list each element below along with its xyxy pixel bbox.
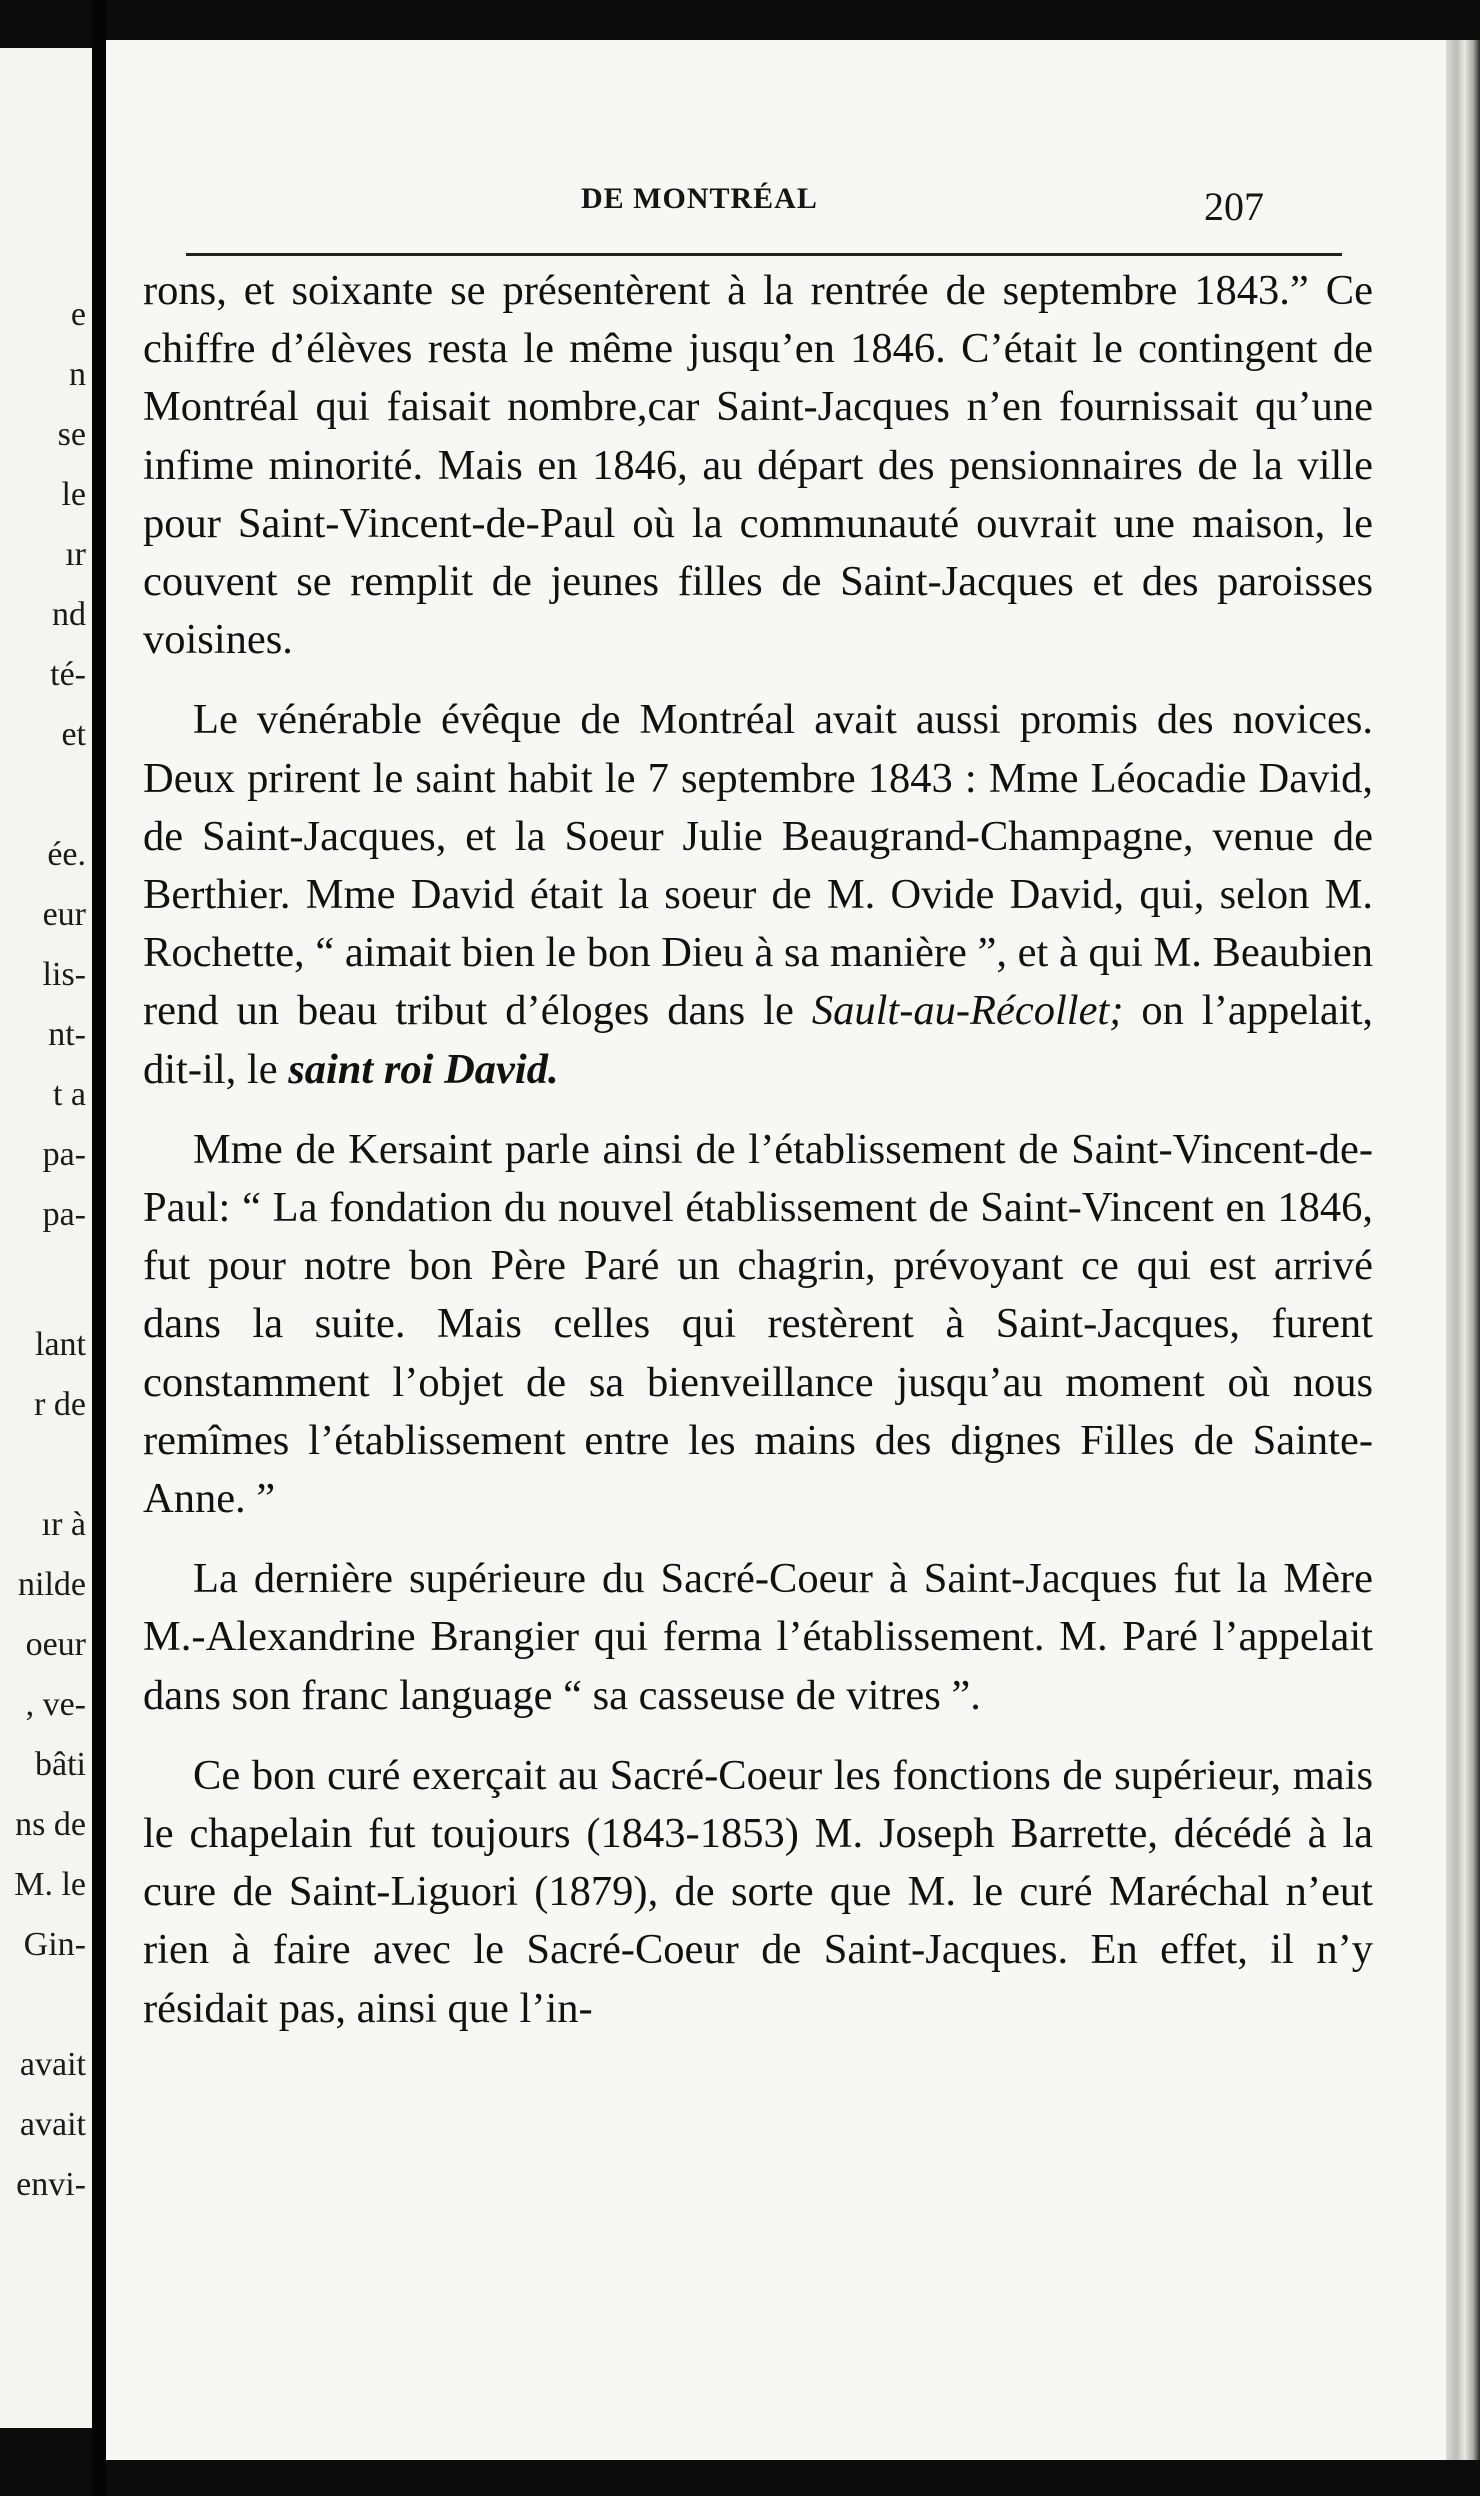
paragraph-text: on l’appelait, dit-il, le bbox=[143, 987, 1373, 1093]
margin-fragment: , ve- bbox=[25, 1686, 86, 1723]
margin-fragment: le bbox=[61, 476, 86, 513]
margin-fragment: r de bbox=[34, 1386, 86, 1423]
paragraph: Ce bon curé exerçait au Sacré-Coeur les fonctions de supérieur, mais le chapelain fut toujours (1843-1853) M. Joseph Barrette, décédé à la cure de Saint-Liguori (1879), de sorte que M. le curé Maréchal n’eut rien à faire avec le Sacré-Coeur de Saint-Jacques. En effet, il n’y résidait pas, ainsi que l’in- bbox=[143, 1751, 1373, 2032]
margin-fragment: se bbox=[57, 416, 86, 453]
paragraph-text: Le vénérable évêque de Montréal avait aussi promis des novices. Deux prirent le saint habit le 7 septembre 1843 : Mme Léocadie David, de Saint-Jacques, et la Soeur Julie Beaugrand-Champagne, venue de Berthier. Mme David était la soeur de M. Ovide David, qui, selon M. Rochette, “ aimait bien le bon Dieu à sa manière ”, et à qui M. Beaubien rend un beau tribut d’éloges dans le bbox=[143, 696, 1373, 1035]
margin-fragment: nilde bbox=[18, 1566, 86, 1603]
margin-fragment: ır bbox=[65, 536, 86, 573]
running-title: DE MONTRÉAL bbox=[581, 182, 818, 215]
margin-fragment: ns de bbox=[15, 1806, 86, 1843]
margin-fragment: n bbox=[69, 356, 86, 393]
paragraph: rons, et soixante se présentèrent à la rentrée de septembre 1843.” Ce chiffre d’élèves resta le même jusqu’en 1846. C’était le contingent de Montréal qui faisait nombre,car Saint-Jacques n’en fournissait qu’une infime minorité. Mais en 1846, au départ des pensionnaires de la ville pour Saint-Vincent-de-Paul où la communauté ouvrait une maison, le couvent se remplit de jeunes filles de Saint-Jacques et des paroisses voisines. bbox=[143, 267, 1373, 664]
book-title: Sault-au-Récollet; bbox=[811, 987, 1124, 1035]
book-gutter bbox=[92, 0, 106, 2496]
margin-fragment: pa- bbox=[42, 1196, 86, 1233]
margin-fragment: nt- bbox=[48, 1016, 86, 1053]
margin-fragment: et bbox=[61, 716, 86, 753]
margin-fragment: Gin- bbox=[23, 1926, 86, 1963]
page-stack-edge bbox=[1446, 40, 1480, 2460]
margin-fragment: avait bbox=[19, 2046, 86, 2083]
margin-fragment: té- bbox=[50, 656, 86, 693]
epithet: saint roi David. bbox=[288, 1045, 559, 1093]
page-number: 207 bbox=[1204, 184, 1264, 229]
paragraph: Mme de Kersaint parle ainsi de l’établissement de Saint-Vincent-de-Paul: “ La fondation du nouvel établissement de Saint-Vincent en 1846, fut pour notre bon Père Paré un chagrin, prévoyant ce qui est arrivé dans la suite. Mais celles qui restèrent à Saint-Jacques, furent constamment l’objet de sa bienveillance jusqu’au moment où nous remîmes l’établissement entre les mains des dignes Filles de Sainte-Anne. ” bbox=[143, 1125, 1373, 1523]
margin-fragment: t a bbox=[52, 1076, 86, 1113]
header-rule bbox=[186, 253, 1342, 256]
margin-fragment: bâti bbox=[35, 1746, 86, 1783]
margin-fragment: envi- bbox=[16, 2166, 86, 2203]
margin-fragment: nd bbox=[52, 596, 86, 633]
previous-page-edge bbox=[0, 48, 92, 2428]
margin-fragment: lant bbox=[35, 1326, 86, 1363]
margin-fragment: ır à bbox=[41, 1506, 86, 1543]
margin-fragment: lis- bbox=[42, 956, 86, 993]
margin-fragment: oeur bbox=[25, 1626, 86, 1663]
page-body bbox=[143, 262, 1373, 2060]
margin-fragment: pa- bbox=[42, 1136, 86, 1173]
paragraph bbox=[143, 691, 1373, 1098]
margin-fragment: avait bbox=[19, 2106, 86, 2143]
book-page bbox=[106, 40, 1446, 2460]
paragraph: La dernière supérieure du Sacré-Coeur à Saint-Jacques fut la Mère M.-Alexandrine Brangier qui ferma l’établissement. M. Paré l’appelait dans son franc language “ sa casseuse de vitres ”. bbox=[143, 1555, 1373, 1719]
margin-fragment: e bbox=[70, 296, 86, 333]
margin-fragment: M. le bbox=[14, 1866, 86, 1903]
margin-fragment: ée. bbox=[47, 836, 86, 873]
margin-fragment: eur bbox=[42, 896, 86, 933]
